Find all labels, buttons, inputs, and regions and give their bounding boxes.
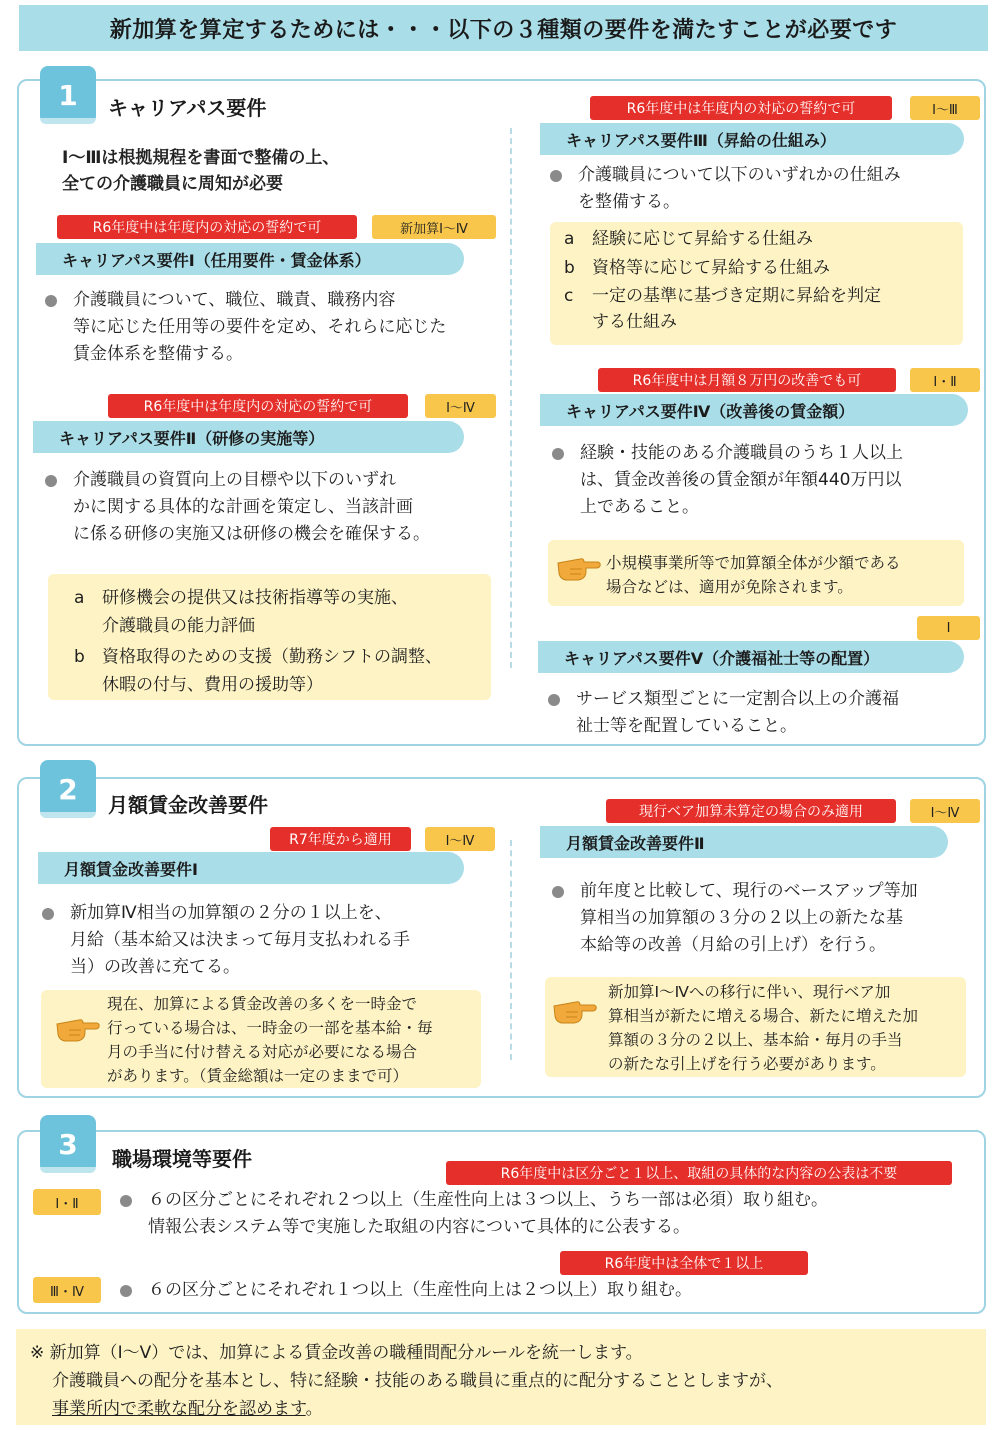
- req1-r6-tag: R6年度中は年度内の対応の誓約で可: [57, 215, 357, 239]
- bullet-dot: [552, 448, 564, 460]
- footer-note: [16, 1329, 986, 1425]
- footer-line-3: 事業所内で柔軟な配分を認めます。: [52, 1399, 323, 1419]
- bullet-dot: [552, 886, 564, 898]
- env2-r6-tag: R6年度中は全体で１以上: [560, 1251, 808, 1275]
- monthly2-level-tag: Ⅰ～Ⅳ: [910, 799, 980, 823]
- monthly2-scope-tag: 現行ベア加算未算定の場合のみ適用: [606, 799, 896, 823]
- req4-r6-tag: R6年度中は月額８万円の改善でも可: [598, 368, 896, 392]
- footer-line-1: ※ 新加算（Ⅰ～Ⅴ）では、加算による賃金改善の職種間配分ルールを統一します。: [30, 1343, 643, 1363]
- req3-level-tag: Ⅰ～Ⅲ: [910, 96, 980, 120]
- monthly1-note-text: 現在、加算による賃金改善の多くを一時金で 行っている場合は、一時金の一部を基本給・毎 月の手当に付け替える対応が必要になる場合 があります。（賃金総額は一定のままで可）: [107, 995, 433, 1085]
- req3-r6-tag: R6年度中は年度内の対応の誓約で可: [590, 96, 892, 120]
- req3-items-box: a 経験に応じて昇給する仕組み b 資格等に応じて昇給する仕組み c 一定の基準に基づき定期に昇給を判定 する仕組み: [550, 222, 963, 345]
- bullet-dot: [120, 1285, 132, 1297]
- page-title: 新加算を算定するためには・・・以下の３種類の要件を満たすことが必要です: [109, 17, 898, 43]
- monthly2-title-bar: 月額賃金改善要件Ⅱ: [540, 826, 948, 858]
- env2-bullet: ６の区分ごとにそれぞれ１つ以上（生産性向上は２つ以上）取り組む。: [120, 1277, 970, 1304]
- bullet-dot: [548, 694, 560, 706]
- monthly1-level-tag: Ⅰ～Ⅳ: [425, 827, 495, 851]
- req2-title-bar: キャリアパス要件Ⅱ（研修の実施等）: [33, 421, 464, 453]
- req4-title-bar: キャリアパス要件Ⅳ（改善後の賃金額）: [540, 394, 968, 426]
- req4-level-tag: Ⅰ・Ⅱ: [910, 368, 980, 392]
- bullet-dot: [120, 1195, 132, 1207]
- req5-level-tag: Ⅰ: [917, 616, 980, 640]
- bullet-dot: [42, 908, 54, 920]
- section-2-divider: [510, 840, 512, 1060]
- bullet-dot: [45, 295, 57, 307]
- monthly1-r7-tag: R7年度から適用: [270, 827, 411, 851]
- pointing-hand-icon: [556, 553, 602, 583]
- req2-level-tag: Ⅰ～Ⅳ: [425, 394, 496, 418]
- section-2-title: 月額賃金改善要件: [108, 793, 268, 817]
- req3-title-bar: キャリアパス要件Ⅲ（昇給の仕組み）: [540, 123, 964, 155]
- req3-bullet: 介護職員について以下のいずれかの仕組み を整備する。: [550, 162, 975, 216]
- req2-bullet: 介護職員の資質向上の目標や以下のいずれ かに関する具体的な計画を策定し、当該計画 に係る研修の実施又は研修の機会を確保する。: [45, 467, 505, 548]
- req4-bullet: 経験・技能のある介護職員のうち１人以上 は、賃金改善後の賃金額が年額440万円以 上であること。: [552, 440, 982, 521]
- req2-r6-tag: R6年度中は年度内の対応の誓約で可: [108, 394, 408, 418]
- req5-bullet: サービス類型ごとに一定割合以上の介護福 祉士等を配置していること。: [548, 686, 978, 740]
- env1-r6-tag: R6年度中は区分ごと１以上、取組の具体的な内容の公表は不要: [446, 1161, 952, 1185]
- req4-note-text: 小規模事業所等で加算額全体が少額である 場合などは、適用が免除されます。: [606, 554, 901, 596]
- monthly2-bullet: 前年度と比較して、現行のベースアップ等加 算相当の加算額の３分の２以上の新たな基 本給等の改善（月給の引上げ）を行う。: [552, 878, 982, 959]
- bullet-dot: [45, 475, 57, 487]
- section-1-title: キャリアパス要件: [108, 96, 267, 120]
- bullet-dot: [550, 170, 562, 182]
- section-2-number: 2: [40, 760, 96, 818]
- section-3-number: 3: [40, 1115, 96, 1173]
- page-header: [19, 5, 988, 51]
- req2-items-box: a 研修機会の提供又は技術指導等の実施、 介護職員の能力評価 b 資格取得のための支援（勤務シフトの調整、 休暇の付与、費用の援助等）: [48, 574, 491, 700]
- section-3-title: 職場環境等要件: [112, 1147, 252, 1171]
- req1-title-bar: キャリアパス要件Ⅰ（任用要件・賃金体系）: [36, 243, 464, 275]
- env2-level-tag: Ⅲ・Ⅳ: [33, 1277, 101, 1303]
- section-1-intro: Ⅰ～Ⅲは根拠規程を書面で整備の上、 全ての介護職員に周知が必要: [62, 148, 340, 194]
- req5-title-bar: キャリアパス要件Ⅴ（介護福祉士等の配置）: [538, 641, 964, 673]
- env1-level-tag: Ⅰ・Ⅱ: [33, 1189, 101, 1215]
- footer-line-2: 介護職員への配分を基本とし、特に経験・技能のある職員に重点的に配分することとしますが、: [52, 1371, 783, 1391]
- monthly2-note-text: 新加算Ⅰ～Ⅳへの移行に伴い、現行ベア加 算相当が新たに増える場合、新たに増えた加 算額の３分の２以上、基本給・毎月の手当 の新たな引上げを行う必要があります。: [608, 983, 919, 1073]
- pointing-hand-icon: [55, 1014, 101, 1044]
- section-1-divider: [510, 128, 512, 668]
- pointing-hand-icon: [552, 996, 598, 1026]
- section-1-number: 1: [40, 66, 96, 124]
- req1-level-tag: 新加算Ⅰ～Ⅳ: [372, 215, 496, 239]
- monthly1-title-bar: 月額賃金改善要件Ⅰ: [38, 852, 464, 884]
- req1-bullet: 介護職員について、職位、職責、職務内容 等に応じた任用等の要件を定め、それらに応じた 賃金体系を整備する。: [45, 287, 495, 368]
- env1-bullet: ６の区分ごとにそれぞれ２つ以上（生産性向上は３つ以上、うち一部は必須）取り組む。 情報公表システム等で実施した取組の内容について具体的に公表する。: [120, 1187, 970, 1241]
- monthly1-bullet: 新加算Ⅳ相当の加算額の２分の１以上を、 月給（基本給又は決まって毎月支払われる手 当）の改善に充てる。: [42, 900, 492, 981]
